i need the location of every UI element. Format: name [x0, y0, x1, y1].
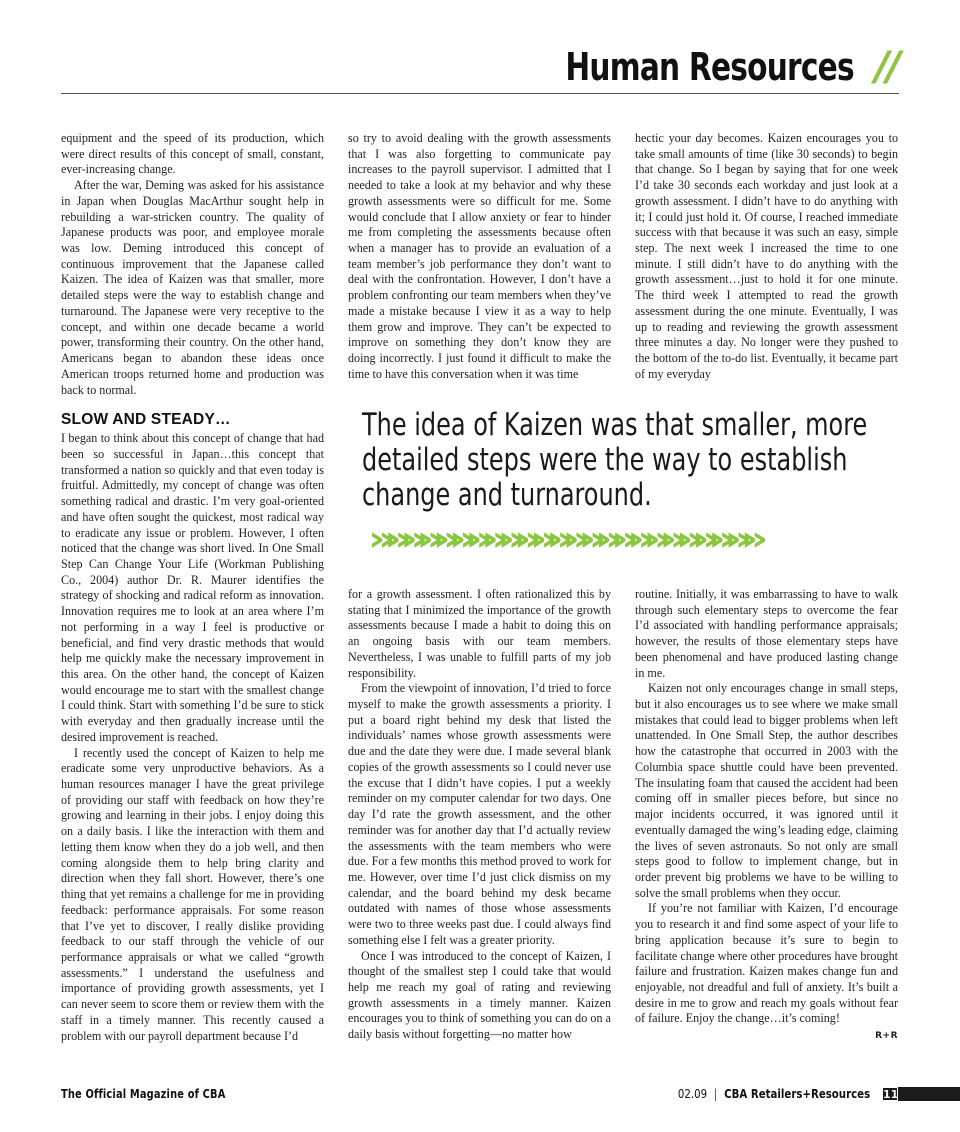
- page-number: 11: [883, 1088, 899, 1101]
- column-2-bottom: [348, 587, 611, 1043]
- paragraph: routine. Initially, it was embarrassing to have to walk through such elementary steps to overcome the fear I’d associated with handling performance appraisals; however, the results of those elementary steps have been phenomenal and have produced lasting change in me.: [635, 587, 898, 680]
- end-mark: R+R: [875, 1031, 898, 1042]
- footer-separator: |: [713, 1087, 718, 1101]
- footer-magazine-name: The Official Magazine of CBA: [61, 1087, 226, 1101]
- paragraph: Kaizen not only encourages change in small steps, but it also encourages us to see where we make small mistakes that could lead to bigger problems when left unattended. In One Small Step, the author describes how the catastrophe that occurred in 2003 with the Columbia space shuttle could have been prevented. The insulating foam that caused the accident had been coming off in smaller pieces before, but since no major incidents occurred, it was ignored until it eventually damaged the wing’s leading edge, claiming the lives of seven astronauts. So not only are small steps good to follow to implement change, but in order prevent big problems we have to be willing to solve the small problems when they occur.: [635, 681, 898, 900]
- footer-publication: [678, 1086, 870, 1102]
- chevron-divider: »»»»»»»»»»»»»»»»»»»»»»»»: [368, 519, 757, 559]
- column-3-bottom: [635, 587, 898, 1045]
- paragraph: If you’re not familiar with Kaizen, I’d encourage you to research it and find some aspect of your life to bring application because it’s sure to begin to facilitate change where other procedures have brought failure and frustration. Kaizen makes change fun and enjoyable, not dreadful and full of anxiety. It’s built a desire in me to grow and reach my goals without fear of failure. Enjoy the change…it’s coming!: [635, 901, 898, 1026]
- end-mark-line: [635, 1027, 898, 1045]
- pull-quote: [362, 407, 868, 513]
- paragraph: I recently used the concept of Kaizen to help me eradicate some very unproductive behaviors. As a human resources manager I have the great privilege of providing our staff with feedback on how they’re growing and learning in their jobs. I enjoy doing this on a daily basis. I like the interaction with them and letting them know when they do a job well, and then coming alongside them to help bring clarity and direction when they fall short. However, there’s one thing that yet remains a challenge for me in providing feedback: performance appraisals. For some reason that I’ve yet to discover, I really dislike providing feedback to our staff through the vehicle of our performance appraisals or what we called “growth assessments.” I understand the usefulness and importance of providing growth assessments, yet I can never seem to score them or review them with the staff in a timely manner. This recently caused a problem with our payroll department because I’d: [61, 745, 324, 1043]
- paragraph: for a growth assessment. I often rationalized this by stating that I minimized the importance of the growth assessments because I made a habit to doing this on an ongoing basis with our team members. Nevertheless, I was unable to fulfill parts of my job responsibility.: [348, 587, 611, 680]
- pull-quote-line: detailed steps were the way to establish: [362, 442, 848, 478]
- column-1: [61, 131, 324, 1044]
- column-3-top: [635, 131, 898, 383]
- page-header: [0, 0, 960, 100]
- footer-bar: [882, 1087, 960, 1101]
- issue-date: 02.09: [677, 1087, 707, 1101]
- pull-quote-line: The idea of Kaizen was that smaller, more: [362, 407, 868, 443]
- paragraph: so try to avoid dealing with the growth assessments that I was also forgetting to communicate pay increases to the payroll supervisor. I admitted that I needed to take a look at my behavior and why these growth assessments were so difficult for me. Some would conclude that I allow anxiety or fear to hinder me from completing the assessments because often when a manager has to provide an evaluation of a team member’s job performance they don’t want to deal with the confrontation. However, I don’t have a problem confronting our team members when they’ve made a mistake because I view it as a way to help them grow and improve. They can’t be expected to improve on something they don’t know they are doing incorrectly. I just found it difficult to make the time to have this conversation when it was time: [348, 131, 611, 381]
- paragraph: I began to think about this concept of change that had been so successful in Japan…this concept that transformed a nation so quickly and that even today is fruitful. Admittedly, my concept of change was often something radical and drastic. I’m very goal-oriented and have often sought the quickest, most radical way to eradicate any issue or problem. However, I often noticed that the change was short lived. In One Small Step Can Change Your Life (Workman Publishing Co., 2004) author Dr. R. Maurer identifies the strategy of shocking and radical reform as innovation. Innovation requires me to look at an area where I’m not performing in a way I feel is productive or beneficial, and find very drastic methods that would help me quickly make the necessary improvement in this area. On the other hand, the concept of Kaizen would encourage me to start with the smallest change I could think. Start with something I’d be sure to stick with everyday and then gradually increase until the desired improvement is reached.: [61, 431, 324, 744]
- paragraph: equipment and the speed of its production, which were direct results of this concept of small, constant, ever-increasing change.: [61, 131, 324, 177]
- column-2-top: [348, 131, 611, 383]
- section-heading: SLOW AND STEADY…: [61, 411, 231, 429]
- paragraph: After the war, Deming was asked for his assistance in Japan when Douglas MacArthur sought help in rebuilding a war-stricken country. The quality of Japanese products was poor, and employee morale was low. Deming introduced this concept of continuous improvement that the Japanese called Kaizen. The idea of Kaizen was that smaller, more detailed steps were the way to establish change and turnaround. The Japanese were very receptive to the concept, and within one decade became a world power, transforming their country. On the other hand, Americans began to abandon these ideas once American troops returned home and production was back to normal.: [61, 178, 324, 397]
- publication-name: CBA Retailers+Resources: [724, 1087, 870, 1101]
- paragraph: hectic your day becomes. Kaizen encourages you to take small amounts of time (like 30 seconds) to begin that change. So I began by saying that for one week I’d take 30 seconds each workday and just look at a growth assessment. I didn’t have to do anything with it; I could just hold it. Of course, I reached immediate success with that because it was such an easy, simple step. The next week I increased the time to one minute. I still didn’t have to do anything with the growth assessment…just to hold it for one minute. The third week I attempted to read the growth assessment during the one minute. Eventually, I was up to reading and reviewing the growth assessment three minutes a day. No longer were they pushed to the bottom of the to-do list. Eventually, it became part of my everyday: [635, 131, 898, 381]
- header-rule: [61, 93, 899, 94]
- paragraph: From the viewpoint of innovation, I’d tried to force myself to make the growth assessments a priority. I put a board right behind my desk that listed the individuals’ names whose growth assessments were due and the date they were due. I made several blank copies of the growth assessments so I could never use the excuse that I didn’t have copies. I put a weekly reminder on my computer calendar for two days. One day I’d rate the growth assessment, and the other reminder was for another day that I’d actually review the assessments with the team members who were due. For a few months this method proved to work for me. However, over time I’d just click dismiss on my calendar, and the board behind my desk became outdated with names of those whose assessments were two to three weeks past due. I could always find something else I felt was a greater priority.: [348, 681, 611, 947]
- paragraph: Once I was introduced to the concept of Kaizen, I thought of the smallest step I could take that would help me reach my goal of rating and reviewing growth assessments in a timely manner. Kaizen encourages you to think of something you can do on a daily basis without forgetting—no matter how: [348, 948, 611, 1042]
- section-slash-mark: //: [874, 44, 898, 90]
- section-title: Human Resources: [565, 45, 854, 89]
- pull-quote-line: change and turnaround.: [362, 477, 652, 513]
